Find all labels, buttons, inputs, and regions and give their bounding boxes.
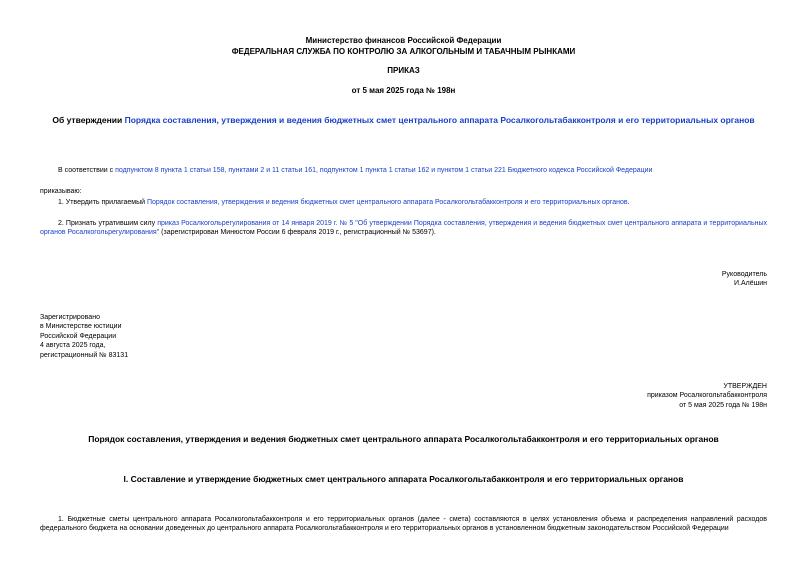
registration-line-5: регистрационный № 83131 (40, 351, 129, 359)
procedure-title: Порядок составления, утверждения и ведения бюджетных смет центрального аппарата Росалкогольтабакконтроля и его территориальных органов (88, 434, 719, 444)
registration-line-4: 4 августа 2025 года, (40, 342, 106, 350)
item-2-link[interactable]: приказ Росалкогольрегулирования от 14 января 2019 г. № 5 "Об утверждении Порядка составления, утверждения и ведения бюджетных смет центрального аппарата и территориальных органов Росалкогольрегулирования" (40, 220, 767, 237)
item-2 (40, 219, 767, 238)
preamble-link[interactable]: подпунктом 8 пункта 1 статьи 158, пунктами 2 и 11 статьи 161, подпунктом 1 пункта 1 статьи 162 и пунктом 1 статьи 221 Бюджетного кодекса Российской Федерации (115, 167, 653, 174)
document-title (45, 115, 762, 126)
paragraph-1: 1. Бюджетные сметы центрального аппарата Росалкогольтабакконтроля и его территориальных органов (далее - смета) составляются в целях установления объема и распределения направлений расходов федерального бюджета на основании доведенных до центрального аппарата Росалкогольтабакконтроля и его территориальных органов в установленном бюджетным законодательством Российской Федерации (40, 516, 767, 533)
document-header (0, 36, 807, 58)
preamble-prefix: В соответствии с (58, 167, 116, 174)
approved-line-2: приказом Росалкогольтабакконтроля (647, 392, 767, 400)
doc-type: ПРИКАЗ (387, 66, 420, 75)
item-2-suffix: (зарегистрирован Минюстом России 6 февраля 2019 г., регистрационный № 53697). (159, 229, 436, 237)
item-1-prefix: 1. Утвердить прилагаемый (58, 199, 147, 206)
item-1-suffix: . (627, 199, 630, 206)
order-word: приказываю: (40, 188, 82, 195)
ministry-name: Министерство финансов Российской Федерации (305, 36, 502, 45)
doc-date: от 5 мая 2025 года № 198н (351, 86, 456, 95)
signature-name: И.Алёшин (733, 280, 767, 288)
signature-block (722, 270, 767, 289)
item-1-link[interactable]: Порядок составления, утверждения и ведения бюджетных смет центрального аппарата Росалкогольтабакконтроля и его территориальных органов (146, 199, 628, 206)
approved-line-1: УТВЕРЖДЕН (723, 383, 767, 390)
service-name: ФЕДЕРАЛЬНАЯ СЛУЖБА ПО КОНТРОЛЮ ЗА АЛКОГОЛЬНЫМ И ТАБАЧНЫМ РЫНКАМИ (231, 46, 576, 56)
title-link[interactable]: Порядка составления, утверждения и ведения бюджетных смет центрального аппарата Росалкогольтабакконтроля и его территориальных органов (124, 115, 755, 125)
item-2-prefix: 2. Признать утратившим силу (58, 220, 158, 227)
registration-line-1: Зарегистрировано (40, 314, 100, 321)
title-prefix: Об утверждении (52, 115, 125, 125)
section-1-title: I. Составление и утверждение бюджетных смет центрального аппарата Росалкогольтабакконтроля и его территориальных органов (123, 474, 684, 484)
approved-line-3: от 5 мая 2025 года № 198н (679, 401, 767, 409)
approved-block (647, 382, 767, 410)
preamble (58, 166, 778, 175)
registration-line-3: Российской Федерации (40, 332, 117, 340)
item-1 (58, 198, 778, 207)
signature-role: Руководитель (721, 271, 767, 278)
registration-block (40, 313, 128, 360)
registration-line-2: в Министерстве юстиции (40, 323, 122, 331)
